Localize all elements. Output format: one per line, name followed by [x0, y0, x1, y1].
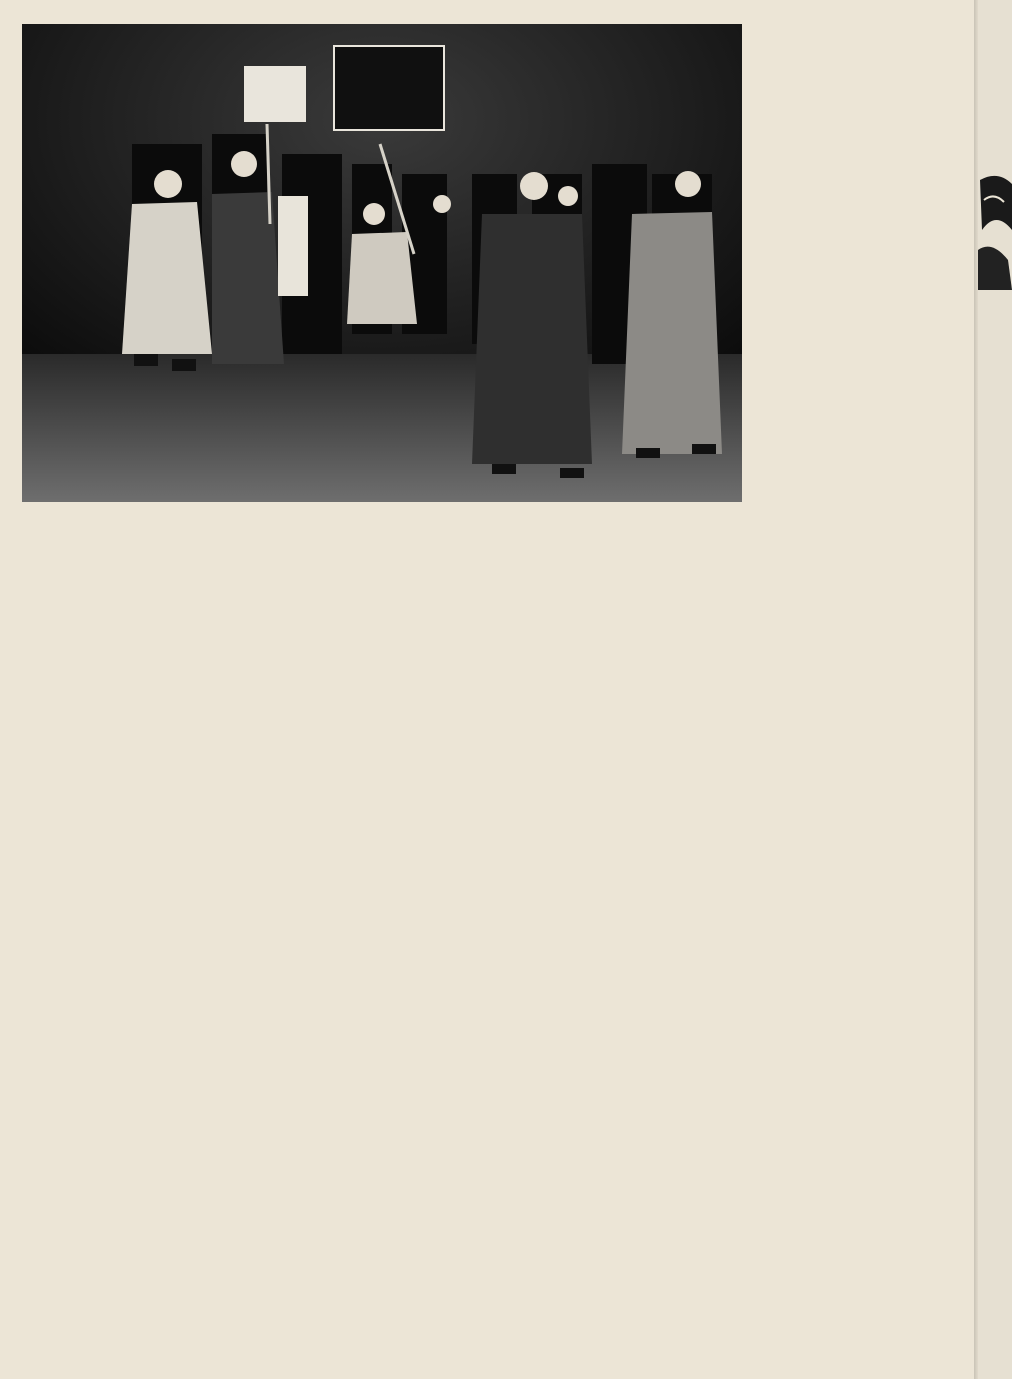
cartoon-fragment-illustration: [978, 170, 1012, 290]
next-page-edge: [978, 0, 1012, 1379]
article-column-2: [270, 888, 496, 900]
sign-nazis-raus-small: [244, 66, 306, 122]
article-column-1: [34, 888, 248, 900]
sign-nazis-raus-large: [334, 46, 444, 130]
article-column-4: [764, 174, 978, 1354]
article-column-3: [516, 888, 742, 900]
photo-illustration: [22, 24, 742, 502]
protest-march-photo: [22, 24, 742, 502]
